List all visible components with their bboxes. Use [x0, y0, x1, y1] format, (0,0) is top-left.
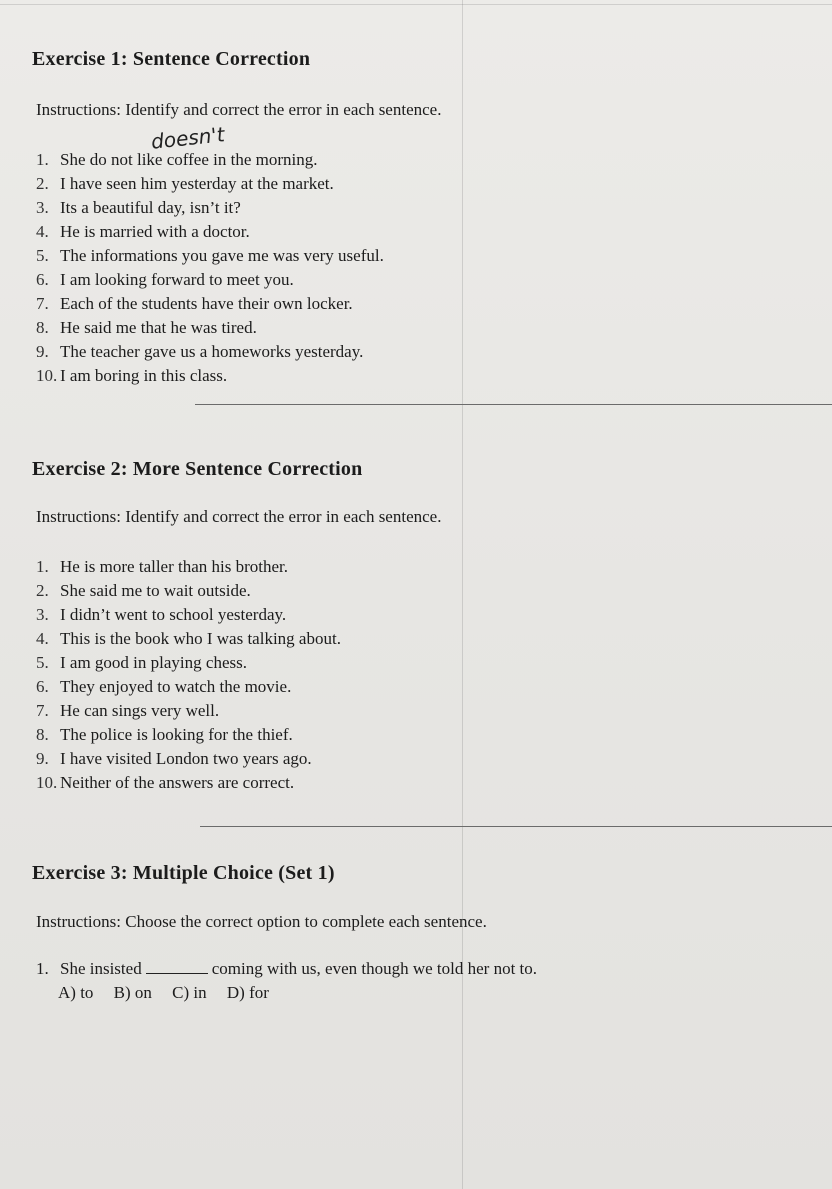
exercise2-list [36, 555, 341, 795]
list-item: 5. I am good in playing chess. [36, 653, 247, 672]
exercise1-instructions: Instructions: Identify and correct the error in each sentence. [36, 100, 442, 119]
section-divider [200, 826, 832, 827]
answer-blank [146, 959, 208, 974]
exercise1-title: Exercise 1: Sentence Correction [32, 48, 311, 70]
list-item: 3. Its a beautiful day, isn’t it? [36, 198, 241, 217]
list-item: 2. I have seen him yesterday at the market. [36, 174, 334, 193]
list-item: 8. He said me that he was tired. [36, 318, 257, 337]
list-item: 10. Neither of the answers are correct. [36, 773, 295, 792]
list-item: 3. I didn’t went to school yesterday. [36, 605, 287, 624]
exercise2-title: Exercise 2: More Sentence Correction [32, 458, 363, 480]
option-a: A) to [58, 983, 94, 1002]
exercise3-instructions: Instructions: Choose the correct option to complete each sentence. [36, 912, 487, 931]
multiple-choice-question: 1. She insisted coming with us, even though we told her not to. [36, 959, 538, 978]
list-item: 5. The informations you gave me was very useful. [36, 246, 384, 265]
option-b: B) on [113, 983, 152, 1002]
option-c: C) in [172, 983, 207, 1002]
exercise3-title: Exercise 3: Multiple Choice (Set 1) [32, 862, 335, 884]
list-item: 4. This is the book who I was talking about. [36, 629, 341, 648]
list-item: 4. He is married with a doctor. [36, 222, 250, 241]
exercise2-instructions: Instructions: Identify and correct the error in each sentence. [36, 507, 442, 526]
list-item: 1. He is more taller than his brother. [36, 557, 289, 576]
handwritten-correction: doesn't [149, 122, 226, 154]
vertical-fold-crease [462, 0, 463, 1189]
exercise1-list [36, 148, 384, 388]
option-d: D) for [226, 983, 269, 1002]
list-item: 6. They enjoyed to watch the movie. [36, 677, 292, 696]
list-item: 1. She do not like coffee in the morning. [36, 150, 318, 169]
list-item: 8. The police is looking for the thief. [36, 725, 293, 744]
list-item: 6. I am looking forward to meet you. [36, 270, 294, 289]
list-item: 10. I am boring in this class. [36, 366, 228, 385]
list-item: 7. Each of the students have their own locker. [36, 294, 353, 313]
list-item: 2. She said me to wait outside. [36, 581, 251, 600]
list-item: 9. I have visited London two years ago. [36, 749, 312, 768]
top-edge-line [0, 4, 832, 5]
list-item: 9. The teacher gave us a homeworks yesterday. [36, 342, 364, 361]
multiple-choice-options [58, 983, 285, 1003]
list-item: 7. He can sings very well. [36, 701, 220, 720]
section-divider [195, 404, 832, 405]
